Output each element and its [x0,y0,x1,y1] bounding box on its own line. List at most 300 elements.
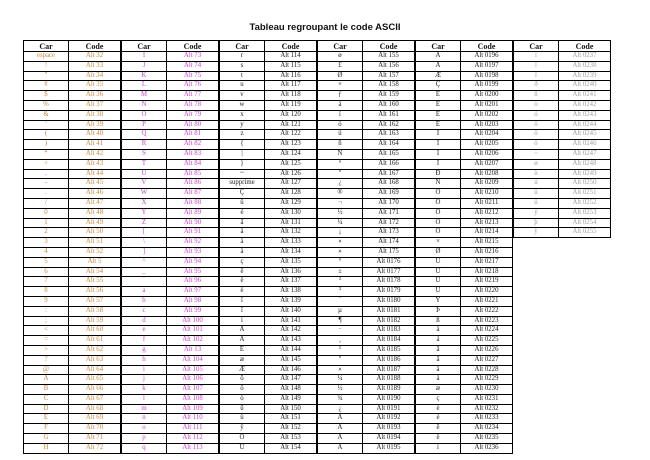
table-row [220,277,317,287]
code-cell: Alt 118 [265,91,317,101]
table-row [122,365,219,375]
table-row [24,247,121,257]
table-row [416,267,513,277]
char-cell: ç [220,257,265,267]
car-header: Car [220,41,265,52]
char-cell: o [122,424,167,434]
char-cell: É [416,100,461,110]
char-cell: ° [318,257,363,267]
char-cell: ç [416,394,461,404]
table-row [220,198,317,208]
char-cell: X [122,198,167,208]
code-cell: Alt 0238 [559,61,611,71]
char-cell: V [122,179,167,189]
char-cell: " [24,71,69,81]
table-row [24,149,121,159]
code-cell: Alt 92 [167,238,219,248]
char-cell: Ì [416,130,461,140]
char-cell: ; [24,316,69,326]
code-cell: Alt 161 [363,110,415,120]
table-row [318,61,415,71]
char-cell: , [24,169,69,179]
table-row [416,247,513,257]
char-cell: û [220,404,265,414]
code-cell: Alt 47 [69,198,121,208]
code-cell: Alt 163 [363,130,415,140]
code-cell: Alt 79 [167,110,219,120]
code-cell: Alt 159 [363,91,415,101]
table-row [416,404,513,414]
code-cell: Alt 143 [265,336,317,346]
code-cell: Alt 0237 [559,52,611,62]
code-cell: Alt 149 [265,394,317,404]
table-row [318,189,415,199]
char-cell: = [24,336,69,346]
code-cell: Alt 0231 [461,394,513,404]
code-cell: Alt 152 [265,424,317,434]
code-cell: Alt 0195 [363,443,415,453]
char-cell: ¿ [318,179,363,189]
char-cell: ø [318,52,363,62]
table-row [122,424,219,434]
char-cell: ô [514,120,559,130]
char-cell: Ä [220,326,265,336]
char-cell: h [122,355,167,365]
code-cell: Alt 127 [265,179,317,189]
table-row [24,336,121,346]
char-cell: Z [122,218,167,228]
table-row [416,110,513,120]
code-cell: Alt 97 [167,287,219,297]
table-row [220,159,317,169]
table-row [416,316,513,326]
code-cell: Alt 0209 [461,179,513,189]
code-cell: Alt 62 [69,345,121,355]
table-row [220,149,317,159]
table-row [318,414,415,424]
char-cell: B [24,385,69,395]
ascii-pair-table-6 [513,40,611,238]
table-row [318,336,415,346]
code-cell: Alt 142 [265,326,317,336]
code-cell: Alt 146 [265,365,317,375]
char-cell: Ü [220,443,265,453]
code-cell: Alt 0246 [559,140,611,150]
table-row [318,316,415,326]
table-row [24,345,121,355]
table-row [122,257,219,267]
table-row [514,218,611,228]
code-cell: Alt 0254 [559,218,611,228]
char-cell: ( [24,130,69,140]
char-cell: ~ [220,169,265,179]
table-row [220,385,317,395]
char-cell: ä [220,228,265,238]
table-row [318,159,415,169]
table-row [416,61,513,71]
char-cell: ó [514,110,559,120]
table-row [24,424,121,434]
code-header: Code [167,41,219,52]
char-cell: j [122,375,167,385]
table-row [514,189,611,199]
char-cell: : [24,306,69,316]
code-cell: Alt 13 [167,345,219,355]
table-row [24,71,121,81]
char-cell: ƒ [318,91,363,101]
table-row [24,316,121,326]
char-cell: Y [122,208,167,218]
table-row [122,228,219,238]
table-row [514,198,611,208]
char-cell: é [416,414,461,424]
table-row [122,159,219,169]
code-cell: Alt 61 [69,336,121,346]
char-cell: 2 [24,228,69,238]
char-cell: í [514,52,559,62]
code-cell: Alt 0193 [363,424,415,434]
char-cell: T [122,159,167,169]
table-row [514,61,611,71]
char-cell: A [24,375,69,385]
table-row [220,61,317,71]
char-cell: ì [220,316,265,326]
code-cell: Alt 147 [265,375,317,385]
code-cell: Alt 80 [167,120,219,130]
table-row [220,424,317,434]
char-cell: ± [318,267,363,277]
code-cell: Alt 0185 [363,345,415,355]
table-row [24,404,121,414]
char-cell: à [416,326,461,336]
code-cell: Alt 60 [69,326,121,336]
table-row [122,414,219,424]
char-cell: ä [416,365,461,375]
char-cell: Ú [416,267,461,277]
table-row [220,404,317,414]
char-cell: P [122,120,167,130]
code-cell: Alt 86 [167,179,219,189]
table-row [318,247,415,257]
table-row [24,414,121,424]
table-row [416,296,513,306]
table-row [24,91,121,101]
code-cell: Alt 51 [69,238,121,248]
ascii-pair-table-3 [219,40,317,454]
table-row [220,228,317,238]
table-row [122,218,219,228]
table-row [416,336,513,346]
code-cell: Alt 120 [265,110,317,120]
char-cell: { [220,140,265,150]
table-row [416,120,513,130]
table-row [122,179,219,189]
code-cell: Alt 0207 [461,159,513,169]
table-row [122,336,219,346]
char-cell: Ç [416,81,461,91]
char-cell: t [220,71,265,81]
table-row [318,110,415,120]
table-row [220,365,317,375]
table-row [318,257,415,267]
car-header: Car [514,41,559,52]
code-cell: Alt 139 [265,296,317,306]
table-row [24,238,121,248]
code-cell: Alt 0229 [461,375,513,385]
code-cell: Alt 102 [167,336,219,346]
code-cell: Alt 41 [69,140,121,150]
code-cell: Alt 0202 [461,110,513,120]
char-cell: ³ [318,287,363,297]
char-cell: ñ [318,140,363,150]
table-row [318,306,415,316]
char-cell: ø [514,159,559,169]
char-cell: ï [514,71,559,81]
table-row [318,326,415,336]
table-row [416,238,513,248]
char-cell: . [24,189,69,199]
code-cell: Alt 32 [69,52,121,62]
char-cell: å [220,247,265,257]
table-row [122,287,219,297]
code-cell: Alt 151 [265,414,317,424]
code-cell: Alt 0255 [559,228,611,238]
table-row [122,71,219,81]
table-row [416,91,513,101]
code-cell: Alt 0182 [363,316,415,326]
table-row [416,52,513,62]
code-cell: Alt 154 [265,443,317,453]
char-cell: â [220,218,265,228]
char-cell: » [318,247,363,257]
table-row [122,375,219,385]
code-cell: Alt 145 [265,355,317,365]
table-row [24,120,121,130]
char-cell: Ò [416,189,461,199]
table-row [220,326,317,336]
char-cell: ^ [122,257,167,267]
char-cell: O [122,110,167,120]
code-cell: Alt 44 [69,169,121,179]
code-cell: Alt 133 [265,238,317,248]
table-row [220,218,317,228]
ascii-pair-table-4 [317,40,415,454]
char-cell: Ç [220,189,265,199]
code-cell: Alt 40 [69,130,121,140]
code-cell: Alt 64 [69,365,121,375]
code-cell: Alt 0236 [461,443,513,453]
char-cell: ¼ [318,218,363,228]
code-cell: Alt 109 [167,404,219,414]
char-cell: â [416,345,461,355]
char-cell: Æ [220,365,265,375]
code-cell: Alt 0224 [461,326,513,336]
code-cell: Alt 34 [69,71,121,81]
table-row [416,140,513,150]
char-cell: ñ [514,91,559,101]
table-row [318,91,415,101]
char-cell: ù [220,414,265,424]
char-cell: @ [24,365,69,375]
code-cell: Alt 175 [363,247,415,257]
char-cell: 7 [24,277,69,287]
code-cell: Alt 75 [167,71,219,81]
char-cell: espace [24,52,69,62]
table-row [24,169,121,179]
table-row [514,71,611,81]
char-cell: g [122,345,167,355]
char-cell: È [416,91,461,101]
code-cell: Alt 0239 [559,71,611,81]
table-row [318,169,415,179]
table-row [318,130,415,140]
table-row [24,296,121,306]
ascii-pair-table-5 [415,40,513,454]
code-cell: Alt 0192 [363,414,415,424]
code-cell: Alt 84 [167,159,219,169]
code-cell: Alt 67 [69,394,121,404]
table-row [318,287,415,297]
table-row [122,198,219,208]
char-cell: Ø [416,247,461,257]
code-cell: Alt 160 [363,100,415,110]
char-cell: « [318,238,363,248]
code-cell: Alt 0240 [559,81,611,91]
table-row [220,189,317,199]
code-cell: Alt 0214 [461,228,513,238]
char-cell: Þ [416,306,461,316]
code-cell: Alt 0248 [559,159,611,169]
code-cell: Alt 0216 [461,247,513,257]
char-cell: Ñ [416,179,461,189]
code-header: Code [559,41,611,52]
char-cell: ² [318,277,363,287]
code-cell: Alt 135 [265,257,317,267]
table-row [122,404,219,414]
code-cell: Alt 77 [167,91,219,101]
char-cell: k [122,385,167,395]
table-row [318,394,415,404]
char-cell: ù [514,169,559,179]
table-row [220,375,317,385]
table-row [24,179,121,189]
table-row [24,385,121,395]
table-row [318,52,415,62]
code-cell: Alt 0184 [363,336,415,346]
char-cell: C [24,394,69,404]
code-cell: Alt 0221 [461,296,513,306]
code-cell: Alt 0223 [461,316,513,326]
code-cell: Alt 114 [265,52,317,62]
code-cell: Alt 73 [167,52,219,62]
char-cell: ß [416,316,461,326]
char-cell: ý [514,208,559,218]
table-row [24,365,121,375]
table-row [122,149,219,159]
table-row [122,277,219,287]
table-row [318,100,415,110]
table-row [220,306,317,316]
table-row [318,179,415,189]
code-cell: Alt 124 [265,149,317,159]
table-row [416,198,513,208]
table-row [24,277,121,287]
char-cell: / [24,198,69,208]
ascii-table [23,40,611,454]
code-cell: Alt 85 [167,169,219,179]
char-cell: è [220,287,265,297]
code-cell: Alt 123 [265,140,317,150]
table-row [122,130,219,140]
code-cell: Alt 170 [363,198,415,208]
char-cell: ¼ [318,375,363,385]
char-cell: J [122,61,167,71]
code-cell: Alt 65 [69,375,121,385]
code-cell: Alt 165 [363,149,415,159]
table-row [24,394,121,404]
code-cell: Alt 0243 [559,110,611,120]
code-cell: Alt 129 [265,198,317,208]
code-cell: Alt 0213 [461,218,513,228]
code-cell: Alt 148 [265,385,317,395]
char-cell: 3 [24,238,69,248]
table-row [416,228,513,238]
code-cell: Alt 48 [69,208,121,218]
table-row [416,208,513,218]
table-row [318,385,415,395]
code-cell: Alt 122 [265,130,317,140]
char-cell: I [122,52,167,62]
code-cell: Alt 0226 [461,345,513,355]
char-cell: À [318,414,363,424]
code-cell: Alt 0230 [461,385,513,395]
char-cell: Ñ [318,149,363,159]
table-row [24,100,121,110]
char-cell: Ö [220,434,265,444]
table-row [24,355,121,365]
table-row [416,424,513,434]
char-cell: < [24,326,69,336]
code-header: Code [461,41,513,52]
char-cell: 1 [24,218,69,228]
car-header: Car [416,41,461,52]
char-cell: ` [122,277,167,287]
code-cell: Alt 0217 [461,257,513,267]
table-row [24,189,121,199]
car-header: Car [318,41,363,52]
table-row [416,287,513,297]
code-cell: Alt 0218 [461,267,513,277]
char-cell: ÿ [514,228,559,238]
table-row [416,345,513,355]
char-cell: E [24,414,69,424]
table-row [318,198,415,208]
code-cell: Alt 153 [265,434,317,444]
code-cell: Alt 33 [69,61,121,71]
code-cell: Alt 36 [69,91,121,101]
table-row [318,120,415,130]
char-cell: ¸ [318,336,363,346]
char-cell: ò [220,394,265,404]
char-cell: S [122,149,167,159]
char-cell: ö [220,385,265,395]
table-row [24,218,121,228]
char-cell: ) [24,140,69,150]
code-cell: Alt 158 [363,81,415,91]
code-cell: Alt 0203 [461,120,513,130]
table-row [24,81,121,91]
table-row [24,375,121,385]
